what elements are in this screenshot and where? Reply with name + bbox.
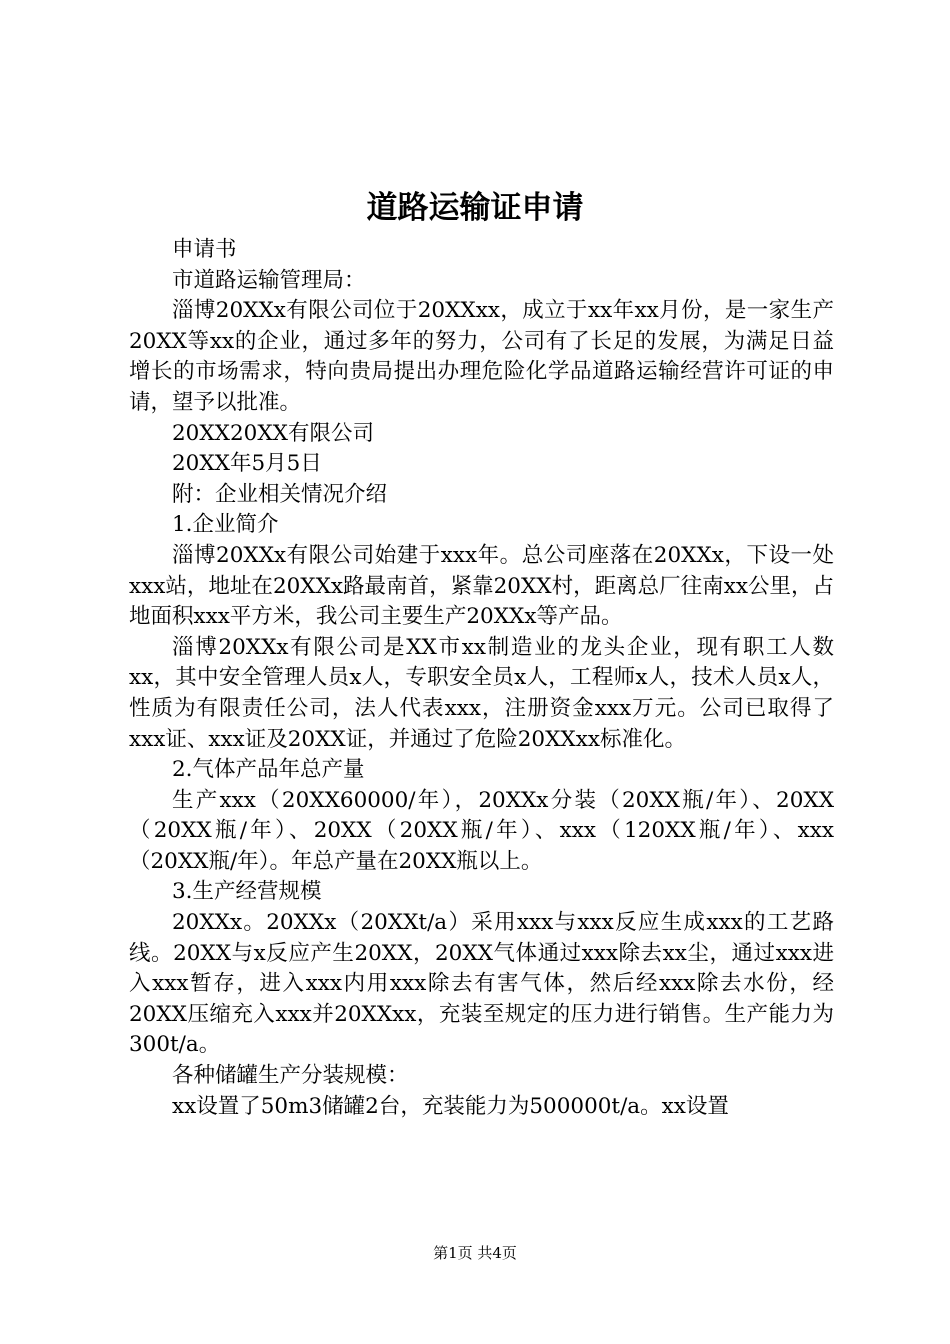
paragraph-section-2-heading: 2.气体产品年总产量 <box>172 757 365 783</box>
paragraph-section-3-body: 20XXx。20XXx（20XXt/a）采用xxx与xxx反应生成xxx的工艺路线。20XX与x反应产生20XX，20XX气体通过xxx除去xx尘，通过xxx进入xxx暂存，进入xxx内用xxx除去有害气体，然后经xxx除去水份，经20XX压缩充入xxx并20XXxx，充装至规定的压力进行销售。生产能力为300t/a。 <box>129 910 834 1058</box>
paragraph-application-body: 淄博20XXx有限公司位于20XXxx，成立于xx年xx月份，是一家生产20XX等xx的企业，通过多年的努力，公司有了长足的发展，为满足日益增长的市场需求，特向贵局提出办理危险化学品道路运输经营许可证的申请，望予以批准。 <box>129 298 834 415</box>
paragraph-addressee: 市道路运输管理局： <box>172 267 366 293</box>
paragraph-heading-application: 申请书 <box>172 237 237 262</box>
paragraph-storage-body: xx设置了50m3储罐2台，充装能力为500000t/a。xx设置 <box>172 1093 729 1119</box>
paragraph-section-3-heading: 3.生产经营规模 <box>172 879 322 905</box>
paragraph-section-1-heading: 1.企业简介 <box>172 512 279 538</box>
paragraph-storage-heading: 各种储罐生产分装规模： <box>172 1063 409 1089</box>
document-title: 道路运输证申请 <box>366 190 584 226</box>
document-body <box>129 235 834 1122</box>
paragraph-date: 20XX年5月5日 <box>172 451 322 477</box>
paragraph-company-signature: 20XX20XX有限公司 <box>172 420 374 446</box>
paragraph-appendix-heading: 附：企业相关情况介绍 <box>172 481 388 507</box>
paragraph-section-1-body-b: 淄博20XXx有限公司是XX市xx制造业的龙头企业，现有职工人数xx，其中安全管理人员x人，专职安全员x人，工程师x人，技术人员x人，性质为有限责任公司，法人代表xxx，注册资金xxx万元。公司已取得了xxx证、xxx证及20XX证，并通过了危险20XXxx标准化。 <box>129 634 834 752</box>
paragraph-section-1-body-a: 淄博20XXx有限公司始建于xxx年。总公司座落在20XXx，下设一处xxx站，地址在20XXx路最南首，紧靠20XX村，距离总厂往南xx公里，占地面积xxx平方米，我公司主要生产20XXx等产品。 <box>129 542 834 630</box>
paragraph-section-2-body: 生产xxx（20XX60000/年），20XXx分装（20XX瓶/年）、20XX（20XX瓶/年）、20XX（20XX瓶/年）、xxx（120XX瓶/年）、xxx（20XX瓶/年）。年总产量在20XX瓶以上。 <box>129 787 834 874</box>
page-footer: 第1页 共4页 <box>433 1244 517 1262</box>
